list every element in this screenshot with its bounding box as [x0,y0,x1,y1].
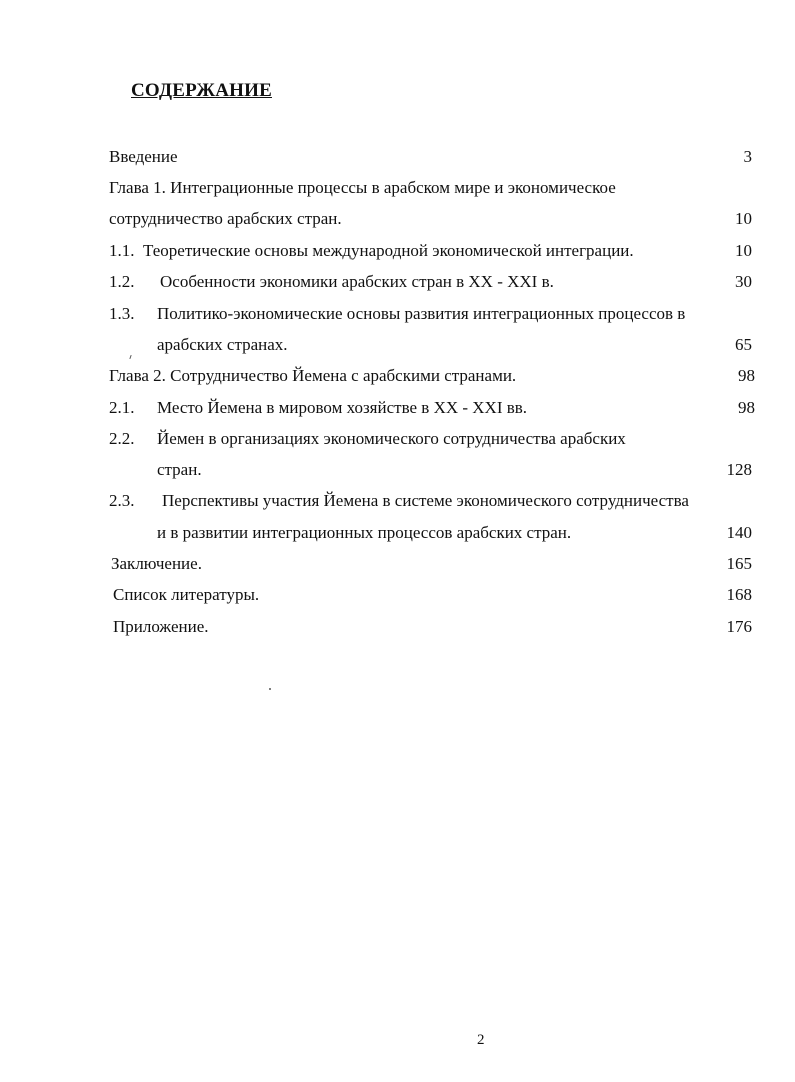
toc-literature-page: 168 [726,585,752,604]
toc-intro-page: 3 [743,147,752,166]
scan-speck [269,688,271,690]
toc-chapter2-page: 98 [738,366,755,385]
toc-literature: Список литературы. [113,585,260,604]
toc-section-1-2-page: 30 [735,272,752,291]
toc-section-1-3-line1: Политико-экономические основы развития интеграционных процессов в [157,304,686,323]
toc-appendix-page: 176 [726,617,752,636]
toc-section-2-3-line1: Перспективы участия Йемена в системе экономического сотрудничества [162,491,689,510]
toc-section-1-1 [109,241,634,261]
toc-section-2-3-page: 140 [726,523,752,542]
toc-section-2-3-line2: и в развитии интеграционных процессов арабских стран. [157,523,572,542]
toc-conclusion: Заключение. [111,554,202,573]
toc-section-2-3-number: 2.3. [109,491,135,510]
toc-section-1-1-number: 1.1. [109,241,135,260]
toc-appendix: Приложение. [113,617,209,636]
toc-chapter1-line1: Глава 1. Интеграционные процессы в арабском мире и экономическое [109,178,616,197]
toc-chapter2: Глава 2. Сотрудничество Йемена с арабскими странами. [109,366,517,385]
toc-section-2-2-line2: стран. [157,460,202,479]
toc-chapter1-line2: сотрудничество арабских стран. [109,209,342,228]
toc-section-1-3-line2: арабских странах. [157,335,288,354]
toc-section-1-3-page: 65 [735,335,752,354]
toc-section-1-2-text: Особенности экономики арабских стран в XX - XXI в. [160,272,554,291]
toc-chapter1-page: 10 [735,209,752,228]
toc-section-2-1-number: 2.1. [109,398,135,417]
page-number: 2 [477,1032,485,1048]
toc-section-2-2-number: 2.2. [109,429,135,448]
toc-section-2-1-text: Место Йемена в мировом хозяйстве в XX - XXI вв. [157,398,528,417]
toc-section-2-1-page: 98 [738,398,755,417]
toc-section-1-3-number: 1.3. [109,304,135,323]
toc-section-2-2-line1: Йемен в организациях экономического сотрудничества арабских [157,429,626,448]
page-title: СОДЕРЖАНИЕ [131,80,272,101]
toc-section-1-2-number: 1.2. [109,272,135,291]
scan-speck [129,355,131,359]
toc-conclusion-page: 165 [726,554,752,573]
toc-section-1-1-page: 10 [735,241,752,260]
toc-section-1-1-text: Теоретические основы международной экономической интеграции. [143,241,634,260]
toc-intro-label: Введение [109,147,178,166]
toc-section-2-2-page: 128 [726,460,752,479]
